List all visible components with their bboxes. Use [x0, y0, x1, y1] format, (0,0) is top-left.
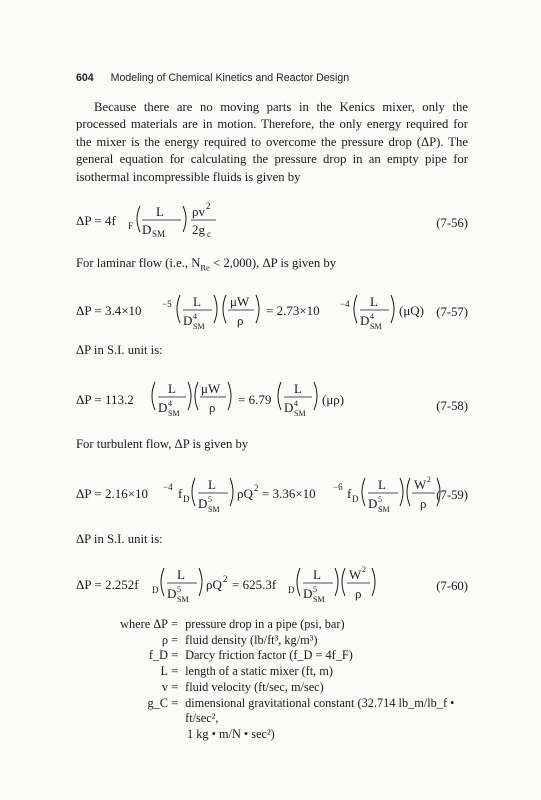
eq57-exp2: −4: [340, 299, 350, 309]
eq60-fr1-num: L: [177, 567, 185, 582]
eq57-f1-sup: 4: [193, 312, 197, 321]
eq60-fr2-den: D: [303, 586, 313, 601]
definition-text: length of a static mixer (ft, m): [185, 664, 333, 679]
definition-text: pressure drop in a pipe (psi, bar): [185, 617, 345, 631]
eq56-num2: ρv: [192, 204, 205, 219]
eq57-f1-sub: SM: [193, 322, 205, 331]
eq57-f3-sub: SM: [370, 322, 382, 331]
eq60-fr3-sup: 2: [362, 565, 366, 574]
eq59-fr2-num: L: [378, 477, 386, 492]
definition-row: ρ = fluid density (lb/ft³, kg/m³): [76, 633, 476, 649]
eq60-fr1-sub: SM: [177, 595, 189, 604]
eq59-fr1-num: L: [208, 477, 216, 492]
definition-row: v = fluid velocity (ft/sec, m/sec): [76, 680, 476, 696]
eq59-fr3-num: W: [414, 477, 427, 492]
equation-7-60: [76, 555, 468, 615]
eq57-mid: = 2.73×10: [266, 303, 320, 318]
eq56-lhs-sub: F: [128, 221, 134, 231]
eq59-lhs: ΔP = 2.16×10: [76, 486, 149, 501]
eq57-f3-sup: 4: [370, 312, 374, 321]
definition-row: g_C = dimensional gravitational constant (32.714 lb_m/lb_f • ft/sec²,: [76, 696, 476, 727]
equation-7-58: [76, 368, 468, 428]
eq59-exp1: −4: [163, 482, 173, 492]
definition-row: L = length of a static mixer (ft, m): [76, 664, 476, 680]
si-unit-text-2: ΔP in S.I. unit is:: [76, 532, 163, 546]
eq58-f3-sub: SM: [294, 409, 306, 418]
definition-symbol: ρ: [161, 632, 168, 647]
eq60-fr3-den: ρ: [355, 586, 362, 601]
eq57-f1-num: L: [193, 294, 201, 309]
equation-number-7-57: (7-57): [436, 305, 468, 319]
eq60-fr1-den: D: [167, 586, 177, 601]
definition-symbol: where ΔP: [120, 617, 168, 631]
equation-number-7-60: (7-60): [436, 579, 468, 593]
eq60-lhs-sub: D: [152, 585, 159, 595]
eq60-mid2: = 625.3f: [232, 577, 277, 592]
eq58-f2-den: ρ: [209, 400, 216, 415]
eq56-num1: L: [156, 204, 164, 219]
eq59-f2: f: [347, 486, 352, 501]
equation-number-7-58: (7-58): [436, 399, 468, 413]
definition-row: f_D = Darcy friction factor (f_D = 4f_F): [76, 648, 476, 664]
equation-7-59: [76, 466, 468, 526]
definition-symbol: L: [160, 664, 168, 679]
eq58-lhs: ΔP = 113.2: [76, 392, 134, 407]
eq60-lhs: ΔP = 2.252f: [76, 577, 139, 592]
symbol-definitions: [76, 617, 476, 743]
eq56-den1-sub: SM: [152, 229, 166, 239]
page-number: 604: [76, 72, 94, 84]
eq58-f3-den: D: [284, 400, 294, 415]
eq57-f1-den: D: [183, 313, 193, 328]
equation-7-57: [76, 283, 468, 343]
eq59-fr1-sub: SM: [208, 505, 220, 514]
eq56-lhs: ΔP = 4f: [76, 213, 116, 228]
eq56-num2-sup: 2: [206, 201, 211, 211]
eq59-fr2-den: D: [368, 496, 378, 511]
eq57-f2-den: ρ: [237, 313, 244, 328]
definition-symbol: f_D: [148, 648, 168, 663]
laminar-rest: < 2,000), ΔP is given by: [209, 256, 337, 270]
eq58-tail: (μρ): [322, 392, 345, 407]
definition-row: where ΔP = pressure drop in a pipe (psi, bar): [76, 617, 476, 633]
definition-text: fluid velocity (ft/sec, m/sec): [185, 679, 324, 694]
eq57-f3-num: L: [370, 294, 378, 309]
eq60-fr2-sup: 5: [313, 585, 317, 594]
turbulent-text: For turbulent flow, ΔP is given by: [76, 437, 249, 451]
laminar-paragraph: [76, 255, 468, 277]
eq58-f1-sub: SM: [168, 409, 180, 418]
eq60-fr2-num: L: [313, 567, 321, 582]
laminar-text: For laminar flow (i.e., N: [76, 256, 201, 270]
eq58-f2-num: μW: [201, 381, 221, 396]
eq58-f1-sup: 4: [168, 399, 172, 408]
eq59-exp2: −6: [333, 482, 343, 492]
eq57-exp1: −5: [162, 299, 172, 309]
eq59-fr1-sup: 5: [208, 495, 212, 504]
eq59-f1-sub: D: [183, 494, 190, 504]
eq60-mid1: ρQ: [206, 577, 222, 592]
eq58-f3-sup: 4: [294, 399, 298, 408]
eq59-mid1-sup: 2: [254, 483, 259, 493]
eq57-f2-num: μW: [230, 294, 250, 309]
eq60-fr3-num: W: [349, 567, 362, 582]
eq59-fr2-sup: 5: [378, 495, 382, 504]
eq56-den2-sub: c: [207, 229, 211, 239]
eq59-f2-sub: D: [352, 494, 359, 504]
running-title: Modeling of Chemical Kinetics and Reactor Design: [110, 72, 350, 84]
eq60-mid1-sup: 2: [223, 574, 228, 584]
eq60-fr2-sub: SM: [313, 595, 325, 604]
eq59-fr3-den: ρ: [420, 496, 427, 511]
definition-text: dimensional gravitational constant (32.714 lb_m/lb_f • ft/sec²,: [185, 695, 455, 726]
definition-continuation: 1 kg • m/N • sec²): [187, 726, 275, 741]
eq57-lhs: ΔP = 3.4×10: [76, 303, 142, 318]
equation-number-7-56: (7-56): [436, 216, 468, 230]
eq59-fr2-sub: SM: [378, 505, 390, 514]
eq56-den2: 2g: [192, 222, 205, 237]
eq58-f1-den: D: [158, 400, 168, 415]
eq58-f3-num: L: [294, 381, 302, 396]
equation-number-7-59: (7-59): [436, 488, 468, 502]
running-header: [76, 72, 349, 84]
eq59-f1: f: [178, 486, 183, 501]
eq59-fr1-den: D: [198, 496, 208, 511]
laminar-sub: Re: [200, 262, 210, 273]
eq60-fr1-sup: 5: [177, 585, 181, 594]
eq56-den1: D: [142, 222, 152, 237]
eq57-f3-den: D: [360, 313, 370, 328]
si-unit-text-1: ΔP in S.I. unit is:: [76, 343, 163, 357]
equation-7-56: [76, 195, 468, 255]
eq57-tail: (μQ): [399, 303, 425, 318]
definition-text: fluid density (lb/ft³, kg/m³): [185, 632, 318, 647]
definition-text: Darcy friction factor (f_D = 4f_F): [185, 648, 353, 663]
definition-symbol: g_C: [147, 695, 168, 710]
eq60-mid2-sub: D: [288, 585, 295, 595]
eq59-mid2: = 3.36×10: [262, 486, 316, 501]
definition-symbol: v: [161, 679, 168, 694]
eq58-f1-num: L: [168, 381, 176, 396]
eq59-mid1: ρQ: [237, 486, 253, 501]
eq59-fr3-sup: 2: [427, 475, 431, 484]
intro-paragraph: Because there are no moving parts in the Kenics mixer, only the processed materials are in motion. Therefore, the only energy required for the mixer is the energy required to overcome the pressure drop (ΔP). The general equation for calculating the pressure drop in an empty pipe for isothermal incompressible fluids is given by: [76, 100, 468, 184]
eq58-mid: = 6.79: [238, 392, 272, 407]
